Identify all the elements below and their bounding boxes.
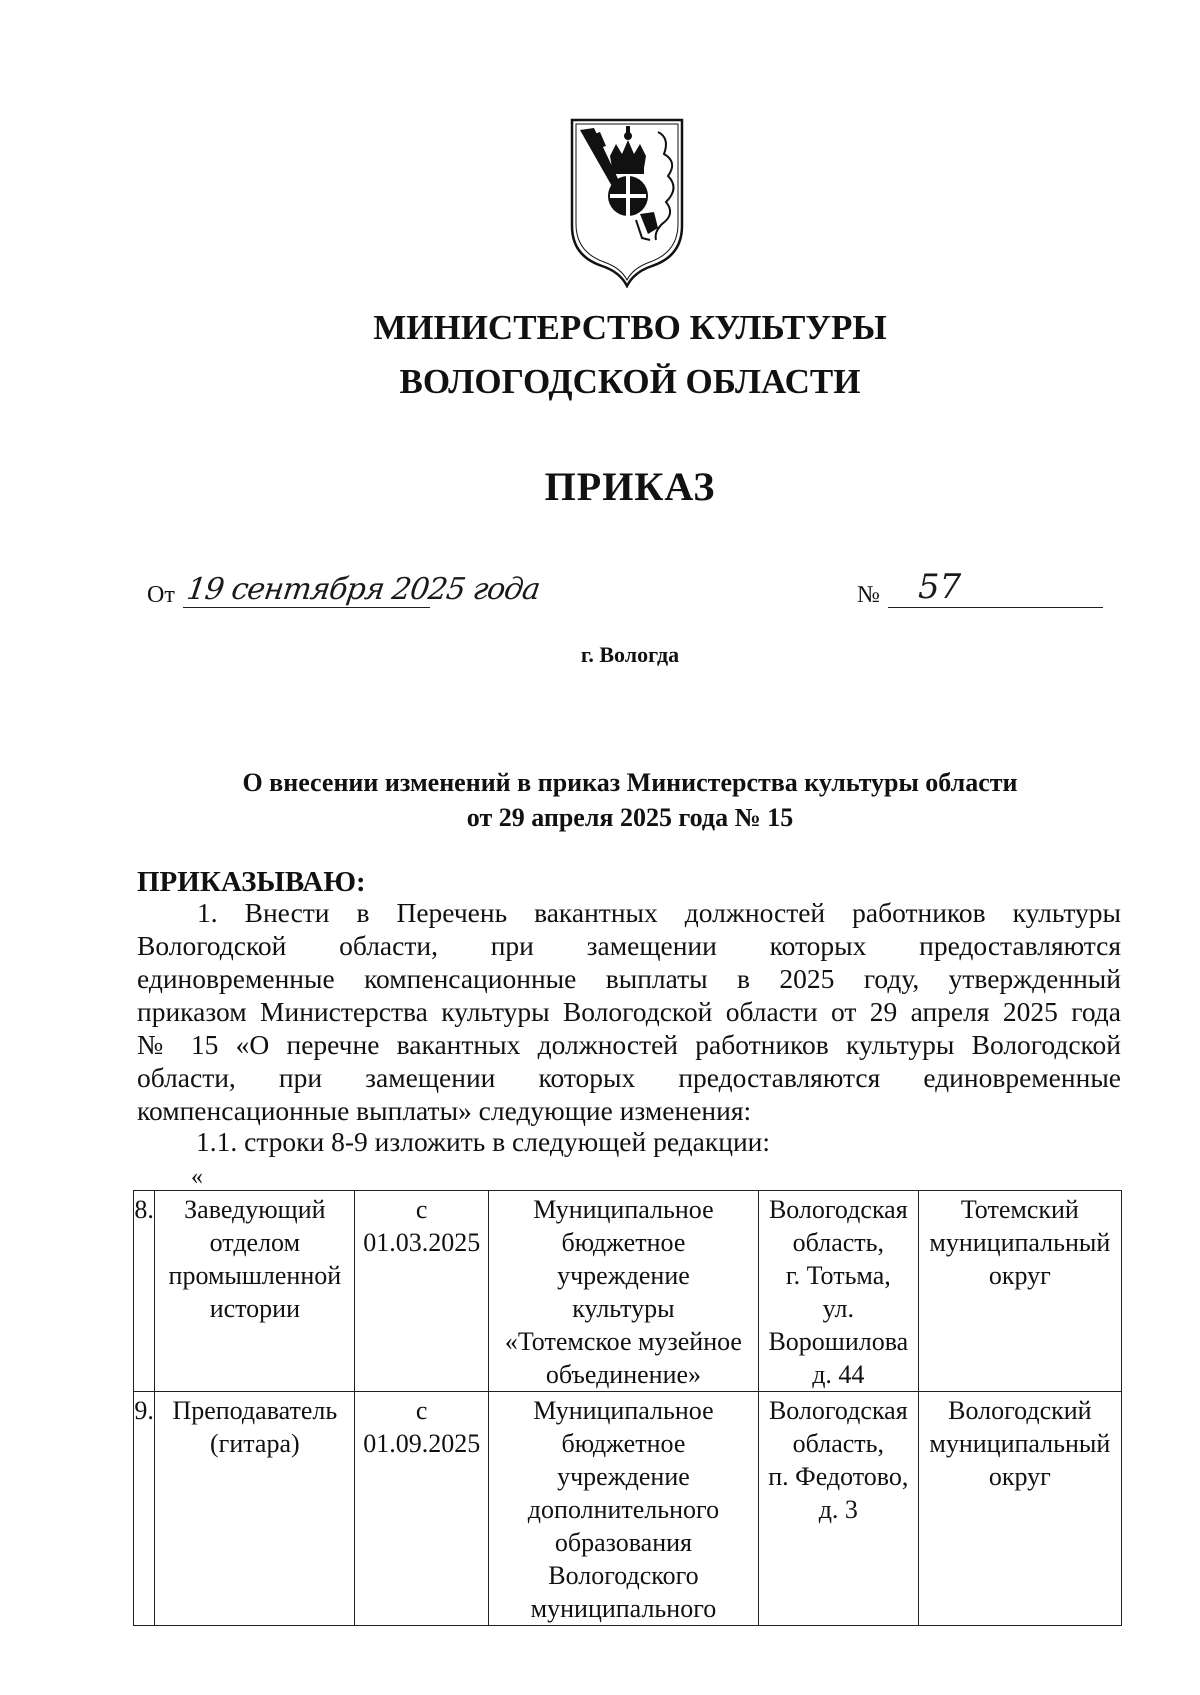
row-number: 8. bbox=[134, 1191, 155, 1392]
paragraph-line: № 15 «О перечне вакантных должностей работников культуры Вологодской bbox=[137, 1029, 1121, 1060]
positions-table bbox=[133, 1190, 1122, 1626]
date-underline bbox=[183, 607, 430, 608]
paragraph-line: области, при замещении которых предоставляются единовременные bbox=[137, 1062, 1121, 1093]
coat-of-arms-emblem bbox=[566, 116, 688, 288]
address-cell: Вологодская область, г. Тотьма, ул. Ворошилова д. 44 bbox=[758, 1191, 918, 1392]
ministry-title-line1: МИНИСТЕРСТВО КУЛЬТУРЫ bbox=[373, 308, 887, 347]
city-name: г. Вологда bbox=[580, 642, 680, 667]
address-cell: Вологодская область, п. Федотово, д. 3 bbox=[758, 1392, 918, 1626]
document-type-heading: ПРИКАЗ bbox=[544, 464, 716, 509]
order-word: ПРИКАЗЫВАЮ: bbox=[137, 866, 366, 898]
district-cell: Вологодский муниципальный округ bbox=[918, 1392, 1121, 1626]
position-cell: Преподаватель (гитара) bbox=[155, 1392, 355, 1626]
paragraph-line: Вологодской области, при замещении которых предоставляются bbox=[137, 930, 1121, 961]
date-label: От bbox=[147, 582, 175, 608]
institution-cell: Муниципальное бюджетное учреждение культуры «Тотемское музейное объединение» bbox=[488, 1191, 758, 1392]
ministry-title-line2: ВОЛОГОДСКОЙ ОБЛАСТИ bbox=[399, 362, 861, 401]
table-row bbox=[134, 1191, 1122, 1392]
district-cell: Тотемский муниципальный округ bbox=[918, 1191, 1121, 1392]
paragraph-line: приказом Министерства культуры Вологодской области от 29 апреля 2025 года bbox=[137, 996, 1121, 1027]
row-number: 9. bbox=[134, 1392, 155, 1626]
subject-line2: от 29 апреля 2025 года № 15 bbox=[466, 803, 794, 832]
date-cell: с 01.09.2025 bbox=[355, 1392, 488, 1626]
paragraph-1-1: 1.1. строки 8-9 изложить в следующей редакции: bbox=[196, 1126, 771, 1157]
handwritten-number: 57 bbox=[918, 567, 962, 607]
handwritten-date: 19 сентября 2025 года bbox=[184, 572, 542, 607]
date-cell: с 01.03.2025 bbox=[355, 1191, 488, 1392]
table-row bbox=[134, 1392, 1122, 1626]
institution-cell: Муниципальное бюджетное учреждение дополнительного образования Вологодского муниципального bbox=[488, 1392, 758, 1626]
number-label: № bbox=[857, 582, 880, 608]
quote-open-mark: « bbox=[191, 1164, 203, 1190]
paragraph-1 bbox=[137, 896, 1121, 1127]
paragraph-line: 1. Внести в Перечень вакантных должностей работников культуры bbox=[197, 897, 1121, 928]
paragraph-line: компенсационные выплаты» следующие изменения: bbox=[137, 1095, 752, 1126]
number-underline bbox=[888, 607, 1103, 608]
position-cell: Заведующий отделом промышленной истории bbox=[155, 1191, 355, 1392]
subject-line1: О внесении изменений в приказ Министерства культуры области bbox=[242, 768, 1018, 797]
paragraph-line: единовременные компенсационные выплаты в 2025 году, утвержденный bbox=[137, 963, 1121, 994]
